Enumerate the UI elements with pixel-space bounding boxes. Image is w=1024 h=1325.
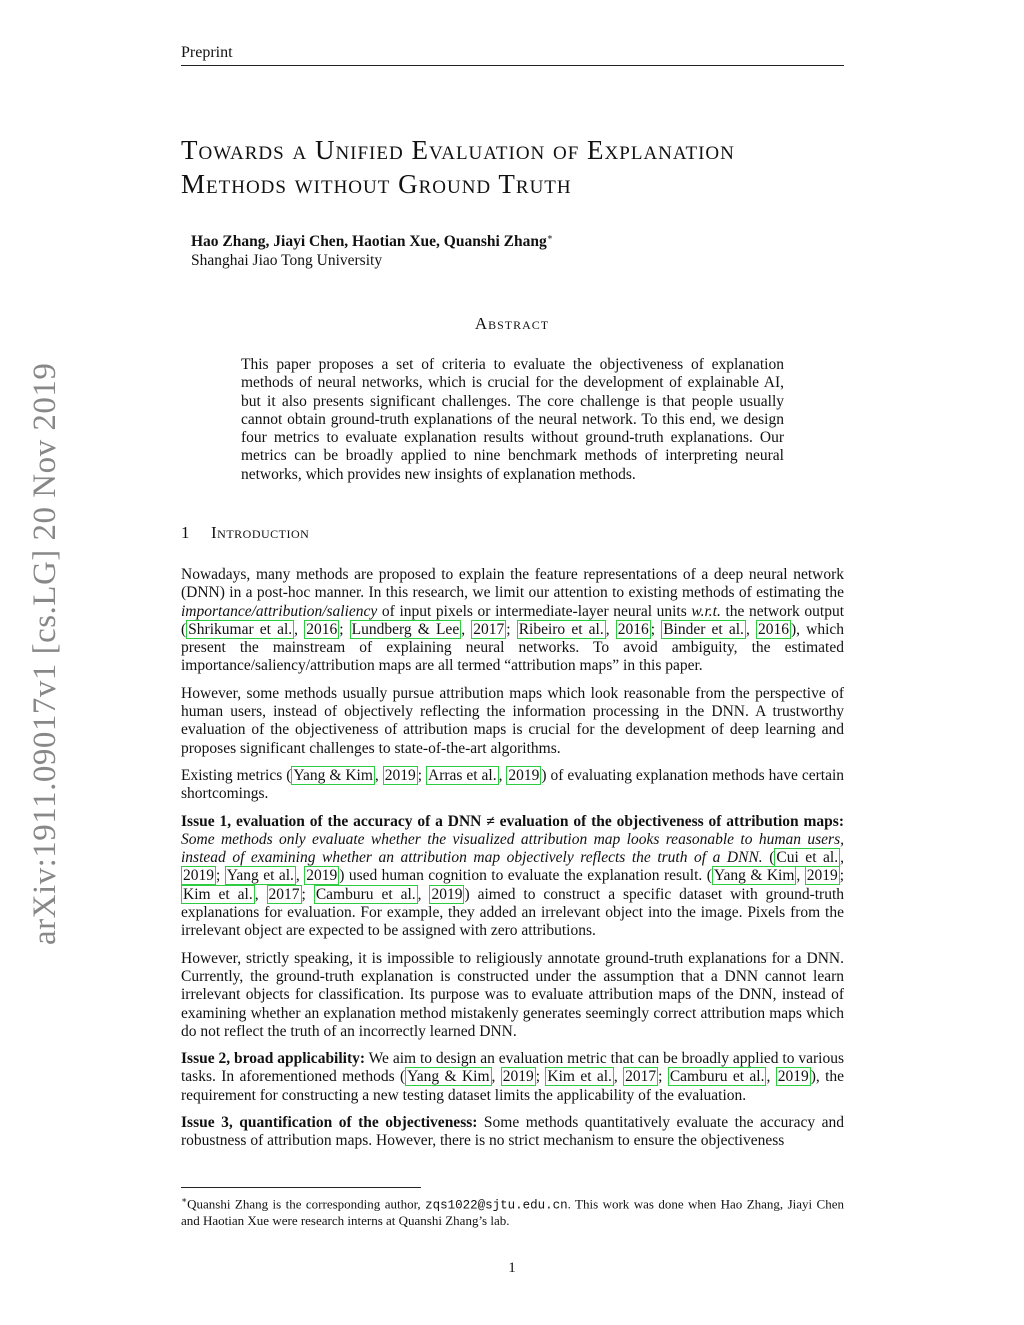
citation-link[interactable]: Camburu et al.	[315, 885, 416, 903]
citation-link[interactable]: 2019	[502, 1068, 534, 1086]
arxiv-stamp: arXiv:1911.09017v1 [cs.LG] 20 Nov 2019	[27, 362, 63, 945]
running-header: Preprint	[181, 44, 844, 66]
paragraph-1: Nowadays, many methods are proposed to explain the feature representations of a deep neural network (DNN) in a post-hoc manner. In this research, we limit our attention to existing methods of estimating the importance/attribution/saliency of input pixels or intermediate-layer neural units w.r.t. the network output ( Shrikumar et al. , 2016 ; Lundberg & Lee , 2017 ; Ribeiro et al. , 2016 ; Binder et al. , 2016 ), which present the mainstream of explaining neural networks. To avoid ambiguity, the estimated importance/saliency/attribution maps are all termed “attribution maps” in this paper.	[181, 566, 845, 675]
section-number: 1	[181, 523, 190, 542]
author-names: Hao Zhang, Jiayi Chen, Haotian Xue, Quanshi Zhang∗	[191, 232, 553, 251]
title-line-1: Towards a Unified Evaluation of Explanation	[181, 135, 735, 165]
body-text	[181, 566, 844, 1160]
citation-link[interactable]: 2017	[473, 620, 505, 638]
section-heading	[181, 523, 309, 543]
title-line-2: Methods without Ground Truth	[181, 169, 572, 199]
citation-link[interactable]: Kim et al.	[547, 1068, 612, 1086]
email-link[interactable]: zqs1022@sjtu.edu.cn	[425, 1198, 568, 1213]
citation-link[interactable]: 2019	[384, 766, 416, 784]
citation-link[interactable]: 2017	[268, 885, 300, 903]
citation-link[interactable]: Yang & Kim	[713, 867, 795, 885]
citation-link[interactable]: Shrikumar et al.	[188, 620, 293, 638]
citation-link[interactable]: 2019	[806, 867, 838, 885]
author-block	[191, 228, 553, 270]
citation-link[interactable]: 2016	[617, 620, 649, 638]
citation-link[interactable]: Cui et al.	[776, 849, 839, 867]
page-number: 1	[508, 1260, 516, 1276]
paragraph-5: However, strictly speaking, it is impossible to religiously annotate ground-truth explanations for a DNN. Currently, the ground-truth explanation is constructed under the assumption that a DNN cannot learn irrelevant objects for classification. Its purpose was to evaluate attribution maps of the DNN, instead of examining whether an explanation method mistakenly generates seemingly correct attribution maps which do not reflect the truth of an incorrectly learned DNN.	[181, 949, 844, 1040]
citation-link[interactable]: Arras et al.	[428, 766, 497, 784]
paragraph-2: However, some methods usually pursue attribution maps which look reasonable from the perspective of human users, instead of objectively reflecting the information processing in the DNN. A trustworthy evaluation of the objectiveness of attribution maps is crucial for the development of deep learning and proposes significant challenges to state-of-the-art algorithms.	[181, 684, 844, 757]
citation-link[interactable]: Yang & Kim	[407, 1068, 490, 1086]
citation-link[interactable]: Binder et al.	[663, 620, 744, 638]
citation-link[interactable]: Camburu et al.	[669, 1068, 765, 1086]
paragraph-issue-2: Issue 2, broad applicability: We aim to design an evaluation metric that can be broadly applied to various tasks. In aforementioned methods ( Yang & Kim , 2019 ; Kim et al. , 2017 ; Camburu et al. , 2019 ), the requirement for constructing a new testing dataset limits the applicability of the evaluation.	[181, 1050, 845, 1104]
citation-link[interactable]: Yang & Kim	[293, 766, 373, 784]
abstract-heading: Abstract	[474, 314, 550, 333]
citation-link[interactable]: 2019	[431, 885, 463, 903]
citation-link[interactable]: 2016	[306, 620, 338, 638]
citation-link[interactable]: 2019	[777, 1068, 809, 1086]
citation-link[interactable]: Kim et al.	[183, 885, 253, 903]
citation-link[interactable]: Ribeiro et al.	[518, 620, 604, 638]
footnote-rule	[181, 1187, 421, 1188]
citation-link[interactable]: Lundberg & Lee	[351, 620, 460, 638]
author-footnote-mark: ∗	[546, 232, 553, 242]
paragraph-issue-1: Issue 1, evaluation of the accuracy of a DNN ≠ evaluation of the objectiveness of attribution maps: Some methods only evaluate whether the visualized attribution map looks reasonable to human users, instead of examining whether an attribution map objectively reflects the truth of a DNN. ( Cui et al. , 2019 ; Yang et al. , 2019 ) used human cognition to evaluate the explanation result. ( Yang & Kim , 2019 ; Kim et al. , 2017 ; Camburu et al. , 2019 ) aimed to construct a specific dataset with ground-truth explanations for evaluation. For example, they added an irrelevant object into the image. Pixels from the irrelevant object are expected to be assigned with zero attributions.	[181, 812, 845, 940]
citation-link[interactable]: Yang et al.	[226, 867, 294, 885]
footnote: ∗Quanshi Zhang is the corresponding author, zqs1022@sjtu.edu.cn. This work was done when Hao Zhang, Jiayi Chen and Haotian Xue were research interns at Quanshi Zhang’s lab.	[181, 1195, 844, 1229]
citation-link[interactable]: 2019	[508, 766, 540, 784]
citation-link[interactable]: 2016	[757, 620, 789, 638]
abstract-text: This paper proposes a set of criteria to evaluate the objectiveness of explanation methods of neural networks, which is crucial for the development of explainable AI, but it also presents significant challenges. The core challenge is that people usually cannot obtain ground-truth explanations of the neural network. To this end, we design four metrics to evaluate explanation results without ground-truth explanations. Our metrics can be broadly applied to nine benchmark methods of interpreting neural networks, which provides new insights of explanation methods.	[241, 356, 784, 483]
citation-link[interactable]: 2019	[183, 867, 214, 885]
citation-link[interactable]: 2019	[306, 867, 338, 885]
section-title: Introduction	[211, 523, 310, 542]
paragraph-3: Existing metrics ( Yang & Kim , 2019 ; Arras et al. , 2019 ) of evaluating explanation methods have certain shortcomings.	[181, 766, 844, 803]
affiliation: Shanghai Jiao Tong University	[191, 252, 383, 270]
paper-title	[181, 133, 861, 201]
paragraph-issue-3: Issue 3, quantification of the objectiveness: Some methods quantitatively evaluate the accuracy and robustness of attribution maps. However, there is no strict mechanism to ensure the objectiveness	[181, 1114, 844, 1150]
citation-link[interactable]: 2017	[625, 1068, 657, 1086]
